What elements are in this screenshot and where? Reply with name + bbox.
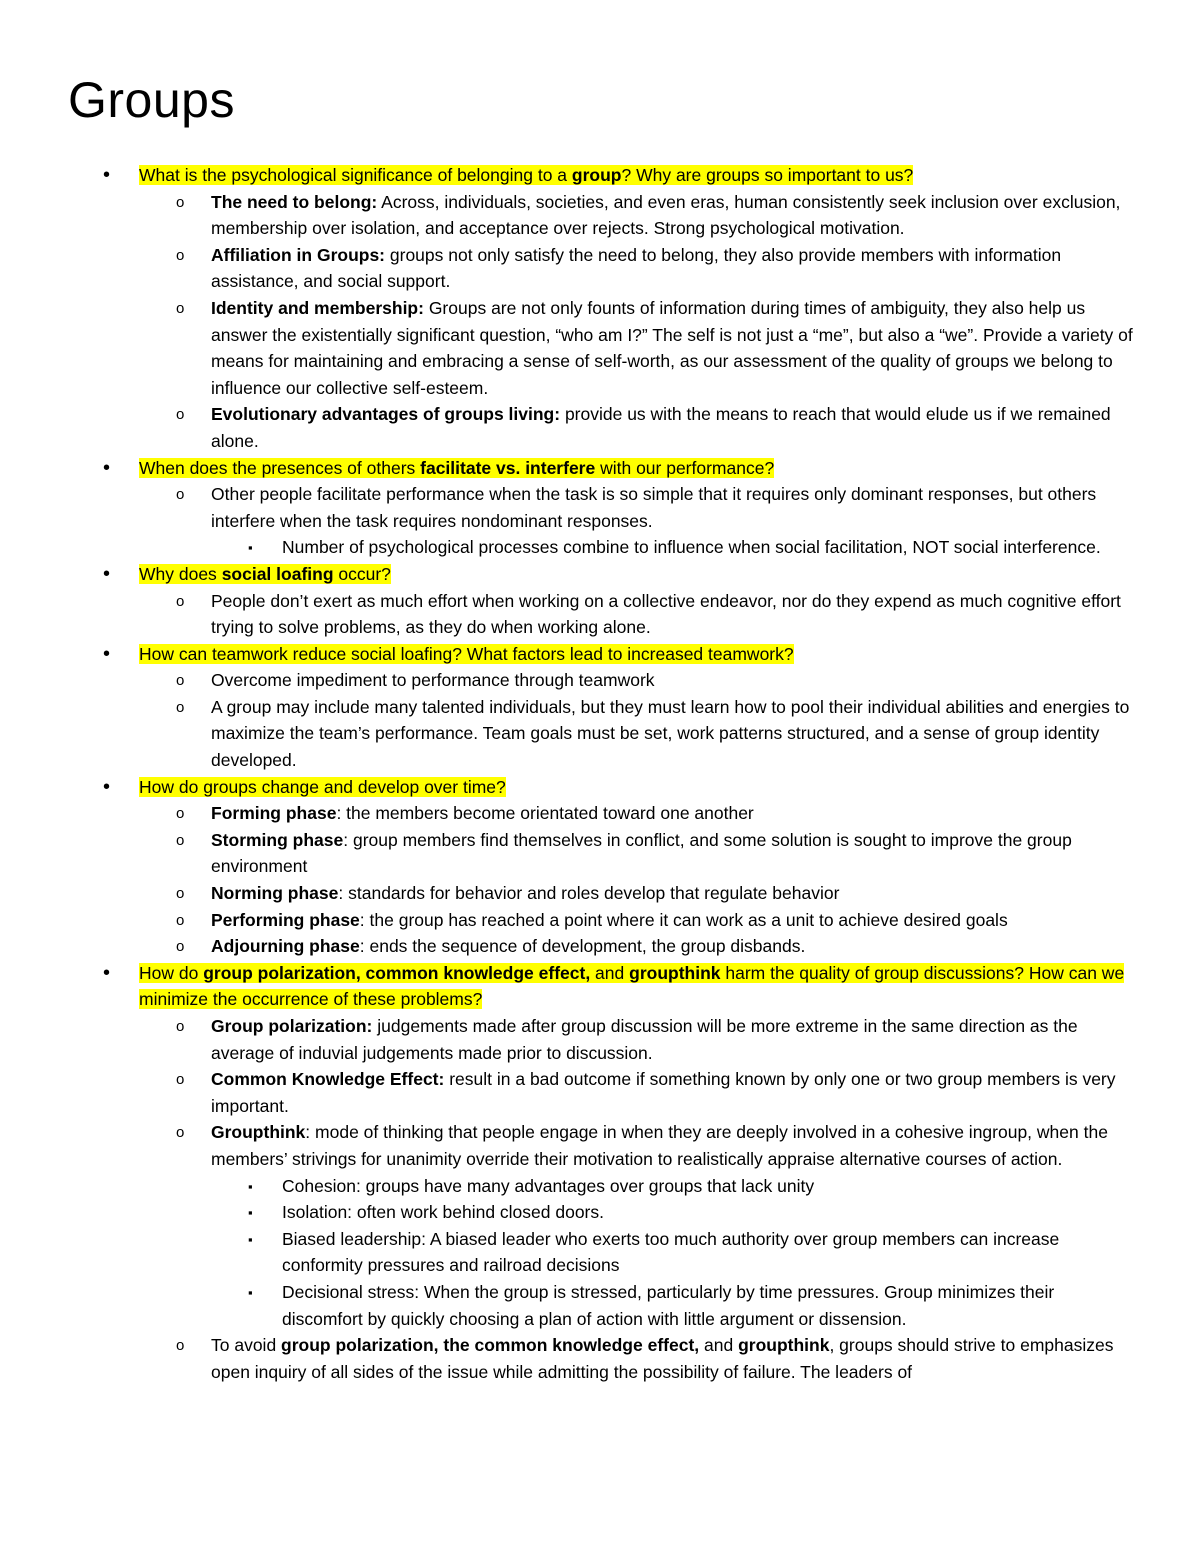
- text-run: Cohesion: groups have many advantages over groups that lack unity: [282, 1175, 815, 1196]
- item-text: [211, 803, 754, 823]
- bold-term: Performing phase: [211, 909, 360, 930]
- text-run: Groups are not only founts of information during times of ambiguity, they also help us answer the existentially significant question, “who am I?” The self is not just a “me”, but also a “we”. Provide a variety of means for maintaining and embracing a sense of self-worth, as our assessment of the quality of groups we belong to influence our collective self-esteem.: [211, 297, 1133, 398]
- answer-item: [0, 827, 1200, 880]
- list-marker: o: [176, 831, 185, 849]
- sub-point-item: [0, 1226, 1200, 1279]
- item-text: [211, 1069, 1116, 1116]
- text-run: Overcome impediment to performance through teamwork: [211, 670, 655, 691]
- text-run: : ends the sequence of development, the group disbands.: [359, 936, 806, 957]
- text-run: : the group has reached a point where it can work as a unit to achieve desired goals: [359, 909, 1008, 930]
- text-run: ? Why are groups so important to us?: [621, 165, 914, 185]
- list-marker: o: [176, 698, 185, 716]
- sub-point-item: [0, 534, 1200, 561]
- list-marker: o: [176, 938, 185, 956]
- sub-point-item: [0, 1199, 1200, 1226]
- bold-term: Evolutionary advantages of groups living:: [211, 404, 561, 425]
- list-marker: o: [176, 1071, 185, 1089]
- page-title: Groups: [68, 72, 235, 128]
- item-text: [211, 298, 1133, 398]
- sub-point-item: [0, 1279, 1200, 1332]
- text-run: Biased leadership: A biased leader who exerts too much authority over group members can increase conformity pressures and railroad decisions: [282, 1228, 1060, 1276]
- text-run: Across, individuals, societies, and even eras, human consistently seek inclusion over exclusion, membership over isolation, and acceptance over rejects. Strong psychological motivation.: [211, 191, 1121, 239]
- list-marker: •: [103, 642, 111, 665]
- bold-term: Norming phase: [211, 883, 339, 904]
- list-marker: o: [176, 911, 185, 929]
- sub-point-item: [0, 1173, 1200, 1200]
- text-run: , groups should strive to emphasizes open inquiry of all sides of the issue while admitting the possibility of failure. The leaders of: [211, 1335, 1114, 1382]
- answer-item: [0, 800, 1200, 827]
- item-text: [282, 1176, 814, 1196]
- answer-item: [0, 189, 1200, 242]
- answer-item: [0, 295, 1200, 401]
- notes-outline: [0, 162, 1200, 1385]
- list-marker: o: [176, 672, 185, 690]
- bold-term: group: [571, 165, 622, 185]
- list-marker: ▪: [248, 1284, 253, 1300]
- answer-item: [0, 694, 1200, 774]
- highlighted-question-text: [139, 165, 913, 185]
- question-item: [0, 641, 1200, 668]
- question-item: [0, 455, 1200, 482]
- question-item: [0, 162, 1200, 189]
- list-marker: o: [176, 406, 185, 424]
- text-run: groups not only satisfy the need to belong, they also provide members with information assistance, and social support.: [211, 244, 1062, 292]
- list-marker: o: [176, 193, 185, 211]
- answer-item: [0, 242, 1200, 295]
- item-text: [282, 537, 1101, 557]
- answer-item: [0, 401, 1200, 454]
- text-run: : mode of thinking that people engage in when they are deeply involved in a cohesive ingroup, when the members’ strivings for unanimity override their motivation to realistically appraise alternative courses of action.: [211, 1122, 1108, 1169]
- list-marker: o: [176, 1124, 185, 1142]
- text-run: : standards for behavior and roles develop that regulate behavior: [338, 883, 840, 904]
- item-text: [211, 697, 1129, 770]
- text-run: How can teamwork reduce social loafing? What factors lead to increased teamwork?: [139, 643, 794, 664]
- answer-item: [0, 907, 1200, 934]
- item-text: [282, 1202, 604, 1222]
- text-run: To avoid: [211, 1335, 282, 1356]
- highlighted-question-text: [139, 564, 391, 584]
- answer-item: [0, 588, 1200, 641]
- item-text: [211, 830, 1072, 877]
- list-marker: o: [176, 299, 185, 317]
- answer-item: [0, 481, 1200, 534]
- text-run: result in a bad outcome if something known by only one or two group members is very important.: [211, 1069, 1116, 1116]
- bold-term: The need to belong:: [211, 191, 378, 212]
- bold-term: groupthink: [629, 962, 721, 983]
- text-run: When does the presences of others: [139, 457, 421, 478]
- list-marker: o: [176, 486, 185, 504]
- text-run: : the members become orientated toward one another: [336, 803, 754, 824]
- text-run: occur?: [333, 563, 391, 584]
- answer-item: [0, 1066, 1200, 1119]
- answer-item: [0, 1332, 1200, 1385]
- text-run: Other people facilitate performance when the task is so simple that it requires only dominant responses, but others interfere when the task requires nondominant responses.: [211, 484, 1097, 531]
- list-marker: o: [176, 805, 185, 823]
- bold-term: Storming phase: [211, 829, 344, 850]
- highlighted-question-text: [139, 777, 506, 797]
- text-run: and: [699, 1335, 739, 1356]
- text-run: provide us with the means to reach that would elude us if we remained alone.: [211, 404, 1111, 451]
- bold-term: group polarization, common knowledge effect,: [203, 962, 591, 983]
- text-run: How do groups change and develop over time?: [139, 776, 506, 797]
- list-marker: •: [103, 164, 111, 186]
- text-run: What is the psychological significance of belonging to a: [139, 165, 572, 185]
- text-run: How do: [139, 962, 204, 983]
- text-run: Decisional stress: When the group is stressed, particularly by time pressures. Group minimizes their discomfort by quickly choosing a plan of action with little argument or dissension.: [282, 1281, 1055, 1329]
- text-run: A group may include many talented individuals, but they must learn how to pool their individual abilities and energies to maximize the team’s performance. Team goals must be set, work patterns structured, and a sense of group identity developed.: [211, 696, 1130, 771]
- bold-term: groupthink: [738, 1335, 830, 1356]
- text-run: and: [590, 962, 630, 983]
- item-text: [211, 936, 805, 956]
- item-text: [282, 1229, 1059, 1276]
- question-item: [0, 960, 1200, 1013]
- text-run: People don’t exert as much effort when working on a collective endeavor, nor do they expend as much cognitive effort trying to solve problems, as they do when working alone.: [211, 590, 1121, 638]
- list-marker: ▪: [248, 1205, 253, 1221]
- item-text: [282, 1282, 1054, 1329]
- list-marker: •: [103, 562, 111, 585]
- list-marker: o: [176, 885, 185, 903]
- bold-term: Groupthink: [211, 1122, 306, 1143]
- bold-term: social loafing: [221, 563, 334, 584]
- bold-term: Group polarization:: [211, 1016, 373, 1036]
- text-run: Number of psychological processes combine to influence when social facilitation, NOT social interference.: [282, 537, 1101, 558]
- list-marker: •: [103, 456, 111, 479]
- answer-item: [0, 1013, 1200, 1066]
- answer-item: [0, 880, 1200, 907]
- list-marker: ▪: [248, 1231, 253, 1247]
- text-run: judgements made after group discussion will be more extreme in the same direction as the average of induvial judgements made prior to discussion.: [211, 1016, 1078, 1063]
- list-marker: o: [176, 1018, 185, 1035]
- question-item: [0, 561, 1200, 588]
- item-text: [211, 404, 1111, 451]
- highlighted-question-text: [139, 458, 774, 478]
- bold-term: Adjourning phase: [211, 936, 360, 957]
- text-run: harm the quality of group discussions? How can we minimize the occurrence of these problems?: [139, 962, 1125, 1010]
- item-text: [211, 1122, 1108, 1169]
- item-text: [211, 245, 1061, 292]
- answer-item: [0, 933, 1200, 960]
- text-run: : group members find themselves in conflict, and some solution is sought to improve the group environment: [211, 829, 1072, 877]
- bold-term: group polarization, the common knowledge effect,: [281, 1335, 700, 1356]
- item-text: [211, 192, 1120, 239]
- list-marker: •: [103, 775, 111, 798]
- bold-term: Common Knowledge Effect:: [211, 1069, 445, 1090]
- question-item: [0, 774, 1200, 801]
- item-text: [211, 591, 1121, 638]
- list-marker: o: [176, 1337, 185, 1355]
- list-marker: ▪: [248, 540, 253, 556]
- list-marker: ▪: [248, 1178, 253, 1194]
- item-text: [211, 484, 1096, 531]
- item-text: [211, 1016, 1078, 1063]
- bold-term: Forming phase: [211, 803, 337, 824]
- item-text: [211, 910, 1008, 930]
- text-run: Why does: [139, 563, 222, 584]
- text-run: with our performance?: [595, 457, 775, 478]
- item-text: [211, 883, 839, 903]
- list-marker: o: [176, 592, 185, 610]
- list-marker: o: [176, 246, 185, 264]
- item-text: [211, 1335, 1114, 1382]
- text-run: Isolation: often work behind closed doors.: [282, 1202, 604, 1223]
- answer-item: [0, 1119, 1200, 1172]
- item-text: [211, 670, 655, 690]
- highlighted-question-text: [139, 963, 1124, 1010]
- bold-term: Affiliation in Groups:: [211, 244, 386, 265]
- highlighted-question-text: [139, 644, 794, 664]
- answer-item: [0, 667, 1200, 694]
- bold-term: facilitate vs. interfere: [420, 457, 596, 478]
- bold-term: Identity and membership:: [211, 297, 424, 318]
- list-marker: •: [103, 961, 111, 984]
